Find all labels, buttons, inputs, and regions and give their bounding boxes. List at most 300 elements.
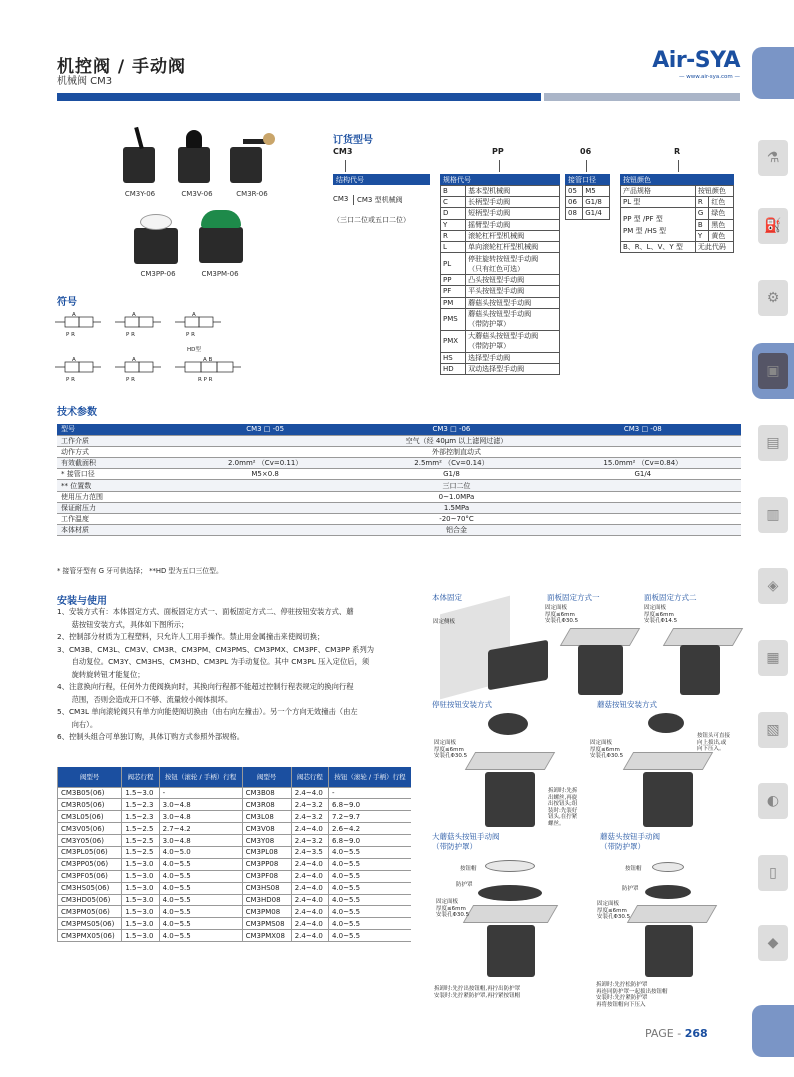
tech-row: [57, 502, 741, 513]
spec-desc: 基本型机械阀: [466, 186, 560, 197]
fig-big-l2: [436, 899, 469, 919]
sm5: 螺丝。: [548, 820, 565, 827]
valve-header-cell: 阀芯行程: [122, 767, 159, 787]
fig-big-foot: [434, 986, 520, 999]
filter-icon[interactable]: ⚗: [758, 140, 788, 176]
tech-label: 保证耐压力: [57, 502, 172, 513]
install-item: 3、CM3B、CM3L、CM3V、CM3R、CM3PM、CM3PMS、CM3PMX、CM3PF、CM3PP 系列为: [57, 644, 375, 654]
install-item: 菇按钮安装方式，具体如下图所示；: [57, 619, 189, 629]
valve-row: [58, 894, 412, 906]
caption-cm3pm: CM3PM-06: [201, 270, 239, 278]
install-title: 安装与使用: [57, 596, 107, 607]
tech-label: 本体材质: [57, 525, 172, 536]
fig-mushg-plate: [627, 905, 717, 923]
bf0: 拆卸时:先拧出按钮帽,再拧出防护罩: [434, 986, 521, 992]
spec-row: [441, 208, 560, 219]
bf1: 安装时:先拧紧防护罩,再拧紧按钮帽: [434, 992, 521, 999]
valve-cell: CM3PM05(06): [58, 906, 122, 918]
valve-cell: CM3L08: [242, 811, 291, 823]
valve-cell: 4.0~5.5: [159, 882, 242, 894]
color-c2: 按钮颜色: [695, 186, 733, 197]
valve-icon[interactable]: ▣: [758, 353, 788, 389]
valve-stroke-table: [57, 767, 411, 942]
color-r: R: [695, 197, 708, 208]
mm2: 向下压入。: [697, 746, 725, 752]
tech-header: [57, 424, 741, 435]
color-box: [620, 174, 734, 253]
valve-row: [58, 930, 412, 942]
big0: 大蘑菇头按钮手动阀: [432, 832, 500, 841]
valve-cell: CM3B05(06): [58, 787, 122, 799]
spec-desc: 蘑菇头按钮型手动阀: [466, 297, 560, 308]
tech-label: 工作温度: [57, 514, 172, 525]
valve-cell: CM3PL05(06): [58, 846, 122, 858]
spec-row: [441, 275, 560, 286]
product-cm3v: [170, 125, 220, 185]
valve-cell: CM3HD05(06): [58, 894, 122, 906]
valve-row: [58, 870, 412, 882]
code-pp: PP: [492, 147, 504, 156]
ml3: 厚度≤6mm: [597, 907, 627, 914]
valve-cell: 4.0~5.5: [159, 870, 242, 882]
port-cell: G1/4: [583, 208, 610, 219]
valve-cell: CM3PMS05(06): [58, 918, 122, 930]
tech-value: 三口二位: [172, 480, 741, 491]
tech-value: 铝合金: [172, 525, 741, 536]
valve-header-cell: 按钮（滚轮 / 手柄）行程: [159, 767, 242, 787]
spec-desc: 大蘑菇头按钮型手动阀 （带防护罩）: [466, 330, 560, 352]
valve-cell: 4.0~5.5: [328, 858, 411, 870]
install-list: [57, 606, 427, 744]
spec-desc: 平头按钮型手动阀: [466, 286, 560, 297]
spec-desc: 滚轮杠杆型机械阀: [466, 230, 560, 241]
valve-cell: 2.4~4.0: [291, 894, 328, 906]
valve-row: [58, 835, 412, 847]
mm1: 向上拔出,或: [697, 739, 727, 746]
spec-row: [441, 363, 560, 374]
fig-mushg-l2: [597, 901, 630, 921]
struct-code: CM3: [333, 195, 349, 203]
valve-cell: 2.6~4.2: [328, 823, 411, 835]
product-cm3r: [225, 125, 275, 185]
valve-row: [58, 882, 412, 894]
silencer-icon[interactable]: ▯: [758, 855, 788, 891]
code-r: R: [674, 147, 681, 156]
spec-code: L: [441, 241, 466, 252]
tech-label: 使用压力范围: [57, 491, 172, 502]
valve-cell: -: [328, 787, 411, 799]
sym-a-1: A: [72, 312, 76, 318]
sym-pr-4: P R: [66, 377, 75, 383]
valve-cell: 1.5~3.0: [122, 918, 159, 930]
valve-cell: 2.4~4.0: [291, 918, 328, 930]
fig-mush-knob: [648, 713, 684, 733]
fig-mush-title: 蘑菇按钮安装方式: [597, 700, 657, 709]
sm4: 钮头,在拧紧: [548, 814, 578, 820]
struct-note: （三口二位或五口二位）: [333, 216, 410, 224]
valve-cell: 4.0~5.5: [328, 882, 411, 894]
valve-cell: 1.5~3.0: [122, 894, 159, 906]
p1n1: 厚度≤6mm: [545, 611, 575, 618]
valve-cell: 2.4~3.2: [291, 835, 328, 847]
valve-cell: 1.5~3.0: [122, 906, 159, 918]
sn0: 固定面板: [434, 740, 457, 746]
valve-cell: 4.0~5.5: [159, 918, 242, 930]
valve-header-cell: 阀型号: [242, 767, 291, 787]
spec-code: HS: [441, 352, 466, 363]
sym-pr-2: P R: [126, 332, 135, 338]
install-item: 4、注意换向行程，任何外力使阀换向时，其换向行程都不能超过控制行程表规定的换向行程: [57, 682, 354, 691]
fig-mush-valve: [643, 772, 693, 827]
caption-cm3y: CM3Y-06: [124, 190, 156, 198]
tech-row: [57, 480, 741, 491]
tech-label: 动作方式: [57, 446, 172, 457]
mg1: （带防护罩）: [600, 842, 645, 851]
fig-panel2-title: 面板固定方式二: [644, 593, 697, 602]
fig-body-plate-label: 固定侧板: [433, 619, 456, 625]
sym-pr-3: P R: [186, 332, 195, 338]
valve-cell: 6.8~9.0: [328, 799, 411, 811]
tech-note: * 接管牙型有 G 牙可供选择； **HD 型为五口三位型。: [57, 567, 223, 575]
page-label: PAGE -: [645, 1027, 685, 1040]
fig-panel1-note: [545, 605, 578, 625]
valve-row: [58, 906, 412, 918]
valve-cell: CM3PMS08: [242, 918, 291, 930]
color-header: 按钮颜色: [620, 174, 734, 185]
fig-big-guard: [478, 885, 542, 901]
valve-cell: 2.4~4.0: [291, 870, 328, 882]
valve-row: [58, 846, 412, 858]
spec-desc: 蘑菇头按钮型手动阀 （带防护罩）: [466, 308, 560, 330]
valve-cell: 4.0~5.0: [159, 846, 242, 858]
install-item: 自动复位。CM3Y、CM3HS、CM3HD、CM3PL 为手动复位。其中 CM3PL 压入定位后，须: [57, 657, 370, 666]
color-b: B: [695, 219, 708, 230]
tech-value: 空气（经 40μm 以上滤网过滤）: [172, 435, 741, 446]
spec-code: PMS: [441, 308, 466, 330]
install-item: 6、控制头组合可单独订购，具体订购方式参照外部规格。: [57, 732, 245, 741]
tech-value: 0~1.0MPa: [172, 491, 741, 502]
valve-cell: 2.4~4.0: [291, 823, 328, 835]
spec-row: [441, 297, 560, 308]
bl4: 安装孔Φ30.5: [436, 912, 470, 918]
spec-desc: 凸头按钮型手动阀: [466, 275, 560, 286]
valve-cell: 2.4~4.0: [291, 930, 328, 942]
page-title: 机控阀 / 手动阀: [57, 57, 187, 77]
sym-a-3: A: [192, 312, 196, 318]
sm0: 拆卸时:先拆: [548, 788, 578, 794]
p2n1: 厚度≤6mm: [644, 611, 674, 618]
spec-row: [441, 197, 560, 208]
fig-big-valve: [487, 925, 535, 977]
tech-value: G1/8: [358, 469, 544, 480]
fig-mushg-foot: [596, 982, 668, 1008]
tech-value: 1.5MPa: [172, 502, 741, 513]
logo-url-text: www.air-sya.com: [686, 74, 733, 80]
spec-desc: 摇臂型手动阀: [466, 219, 560, 230]
color-table: [620, 185, 734, 253]
side-tab-bottom[interactable]: [752, 1005, 794, 1057]
tech-row: [57, 469, 741, 480]
valve-cell: 2.4~4.0: [291, 787, 328, 799]
mf0: 拆卸时:先拧松防护罩: [596, 982, 648, 988]
brand-logo: [648, 48, 740, 80]
fig-big-plate: [463, 905, 558, 923]
port-cell: G1/8: [583, 197, 610, 208]
spec-row: [441, 219, 560, 230]
spec-code: HD: [441, 363, 466, 374]
mf2: 安装时:先拧紧防护罩: [596, 995, 648, 1001]
valve-cell: 1.5~3.0: [122, 930, 159, 942]
port-row: [566, 197, 610, 208]
spec-table: [440, 185, 560, 375]
valve-cell: CM3PP08: [242, 858, 291, 870]
install-item: 旋转旋转钮才能复位；: [57, 669, 145, 679]
valve-cell: 2.4~3.2: [291, 799, 328, 811]
fig-stay-note: [434, 740, 467, 760]
sym-a-5: A: [132, 357, 136, 363]
valve-cell: CM3PL08: [242, 846, 291, 858]
valve-cell: CM3PF05(06): [58, 870, 122, 882]
color-g: G: [695, 208, 708, 219]
valve-cell: 1.5~2.5: [122, 823, 159, 835]
tech-header-cell: 型号: [57, 424, 172, 435]
port-cell: 05: [566, 186, 583, 197]
spec-row: [441, 308, 560, 330]
actuator-icon[interactable]: ◈: [758, 568, 788, 604]
valve-cell: 1.5~2.3: [122, 811, 159, 823]
valve-row: [58, 787, 412, 799]
valve-cell: 3.0~4.8: [159, 835, 242, 847]
valve-cell: 4.0~5.5: [159, 858, 242, 870]
gripper-icon[interactable]: ◆: [758, 925, 788, 961]
caption-cm3pp: CM3PP-06: [140, 270, 176, 278]
fig-mush-note2: [697, 733, 730, 753]
fig-mushg-title: [600, 832, 660, 852]
spec-row: [441, 230, 560, 241]
tech-title: 技术参数: [57, 407, 97, 418]
fig-stay-note2: [548, 788, 577, 827]
spec-code: Y: [441, 219, 466, 230]
port-table: [565, 185, 610, 220]
valve-cell: CM3PP05(06): [58, 858, 122, 870]
pressure-icon[interactable]: ⚙: [758, 280, 788, 316]
code-06: 06: [580, 147, 592, 156]
solenoid-icon[interactable]: ▤: [758, 425, 788, 461]
mn0: 固定面板: [590, 740, 613, 746]
spec-row: [441, 286, 560, 297]
sym-pr-1: P R: [66, 332, 75, 338]
p2n0: 固定面板: [644, 605, 667, 611]
spec-header: 规格代号: [440, 174, 560, 185]
fig-mushg-l1: 防护罩: [622, 886, 639, 892]
color-green: 绿色: [709, 208, 734, 219]
fig-mushg-l0: 按钮帽: [625, 866, 642, 872]
color-y: Y: [695, 230, 708, 241]
spec-code: C: [441, 197, 466, 208]
fig-big-cap: [485, 860, 535, 872]
struct-name: CM3 型机械阀: [353, 195, 403, 205]
sn2: 安装孔Φ30.5: [434, 753, 468, 759]
fig-stay-knob: [488, 713, 528, 735]
sn1: 厚度≤6mm: [434, 746, 464, 753]
p2n2: 安装孔Φ14.5: [644, 618, 678, 624]
fig-big-title: [432, 832, 500, 852]
spec-desc: 短柄型手动阀: [466, 208, 560, 219]
color-yellow: 黄色: [709, 230, 734, 241]
valve-cell: 4.0~5.5: [328, 894, 411, 906]
valve-cell: 7.2~9.7: [328, 811, 411, 823]
valve-header-cell: 阀芯行程: [291, 767, 328, 787]
fig-panel2-valve: [680, 645, 720, 695]
page-subtitle: 机械阀 CM3: [57, 76, 113, 87]
mn1: 厚度≤6mm: [590, 746, 620, 753]
install-item: 向右）。: [57, 719, 98, 729]
caption-cm3r: CM3R-06: [236, 190, 268, 198]
p1n2: 安装孔Φ30.5: [545, 618, 579, 624]
cylinder-icon[interactable]: ▥: [758, 497, 788, 533]
valve-cell: 2.4~4.0: [291, 882, 328, 894]
tech-header-cell: CM3 □ -06: [358, 424, 544, 435]
spec-code: R: [441, 230, 466, 241]
struct-header: 结构代号: [333, 174, 430, 185]
sym-hd-label: HD型: [187, 347, 201, 353]
color-pl: PL 型: [621, 197, 696, 208]
manifold-icon[interactable]: ▧: [758, 712, 788, 748]
valve-cell: 4.0~5.5: [328, 846, 411, 858]
spec-row: [441, 352, 560, 363]
valve-cell: 2.4~4.0: [291, 906, 328, 918]
product-cm3pm: [195, 205, 250, 265]
valve-row: [58, 799, 412, 811]
sym-ab: A B: [203, 357, 213, 363]
valve-cell: CM3HS05(06): [58, 882, 122, 894]
fig-mushg-valve: [645, 925, 693, 977]
valve-cell: 4.0~5.5: [328, 870, 411, 882]
port-row: [566, 186, 610, 197]
valve-cell: 1.5~2.5: [122, 835, 159, 847]
valve-row: [58, 918, 412, 930]
spec-row: [441, 330, 560, 352]
spec-code: D: [441, 208, 466, 219]
mg0: 蘑菇头按钮手动阀: [600, 832, 660, 841]
valve-cell: 1.5~3.0: [122, 882, 159, 894]
page-num: 268: [684, 1027, 708, 1040]
spec-code: PP: [441, 275, 466, 286]
tech-row: [57, 458, 741, 469]
sm3: 装时:先装好: [548, 807, 578, 814]
valve-cell: 4.0~5.5: [159, 906, 242, 918]
spec-row: [441, 253, 560, 275]
side-tab-top[interactable]: [752, 47, 794, 99]
color-red: 红色: [709, 197, 734, 208]
fig-panel1-valve: [578, 645, 623, 695]
spec-desc: 长柄型手动阀: [466, 197, 560, 208]
tech-header-cell: CM3 □ -05: [172, 424, 358, 435]
symbol-title: 符号: [57, 297, 77, 308]
valve-cell: CM3V08: [242, 823, 291, 835]
spec-code: PL: [441, 253, 466, 275]
spec-box: [440, 174, 560, 375]
fig-mush-plate: [623, 752, 713, 770]
port-cell: 08: [566, 208, 583, 219]
bl3: 厚度≤6mm: [436, 905, 466, 912]
port-cell: M5: [583, 186, 610, 197]
valve-cell: CM3Y08: [242, 835, 291, 847]
tech-value: M5×0.8: [172, 469, 358, 480]
install-item: 2、控制部分材质为工程塑料，只允许人工用手操作。禁止用金属撞击来使阀切换；: [57, 632, 325, 641]
valve-cell: CM3Y05(06): [58, 835, 122, 847]
spec-code: PM: [441, 297, 466, 308]
tech-value: 2.0mm² （Cv=0.11）: [172, 458, 358, 469]
valve-cell: 4.0~5.5: [328, 906, 411, 918]
valve-cell: CM3PMX05(06): [58, 930, 122, 942]
valve-cell: CM3R05(06): [58, 799, 122, 811]
tech-table: [57, 424, 741, 536]
mf1: 再连同防护罩一起拔出按钮帽: [596, 988, 668, 995]
valve-cell: 1.5~2.5: [122, 846, 159, 858]
tech-row: [57, 514, 741, 525]
header-bar: [57, 93, 541, 101]
fig-panel1-plate: [560, 628, 640, 646]
valve-cell: CM3PM08: [242, 906, 291, 918]
fitting-icon[interactable]: ▦: [758, 640, 788, 676]
page-number: [645, 1027, 708, 1040]
install-item: 范围，否则会造成开口不够、流量较小阀体损坏。: [57, 694, 233, 704]
tech-label: 有效截面积: [57, 458, 172, 469]
spec-code: B: [441, 186, 466, 197]
tech-value: G1/4: [545, 469, 741, 480]
big1: （带防护罩）: [432, 842, 477, 851]
tech-value: -20~70°C: [172, 514, 741, 525]
valve-cell: CM3R08: [242, 799, 291, 811]
sym-pr-5: P R: [126, 377, 135, 383]
tech-label: ** 位置数: [57, 480, 172, 491]
valve-header: [58, 767, 412, 787]
valve-cell: 2.4~3.2: [291, 811, 328, 823]
bl2: 固定面板: [436, 899, 459, 905]
valve-cell: 1.5~3.0: [122, 858, 159, 870]
valve-cell: CM3L05(06): [58, 811, 122, 823]
regulator-icon[interactable]: ⛽: [758, 208, 788, 244]
port-box: [565, 174, 610, 220]
color-black: 黑色: [709, 219, 734, 230]
struct-box: [333, 174, 430, 225]
install-item: 1、安装方式有：本体固定方式、面板固定方式一、面板固定方式二、停驻按钮安装方式、蘑: [57, 607, 354, 616]
sm1: 出螺丝,再旋: [548, 794, 578, 801]
valve-cell: 6.8~9.0: [328, 835, 411, 847]
ml2: 固定面板: [597, 901, 620, 907]
spec-desc: 双动选择型手动阀: [466, 363, 560, 374]
valve-cell: 2.4~3.5: [291, 846, 328, 858]
mm0: 按钮头可直接: [697, 733, 731, 739]
tech-row: [57, 435, 741, 446]
port-header: 接管口径: [565, 174, 610, 185]
valve-cell: CM3HS08: [242, 882, 291, 894]
valve-cell: 2.7~4.2: [159, 823, 242, 835]
valve-cell: -: [159, 787, 242, 799]
code-cm3: CM3: [333, 147, 353, 156]
port-row: [566, 208, 610, 219]
tech-value: 15.0mm² （Cv=0.84）: [545, 458, 741, 469]
valve-header-cell: 阀型号: [58, 767, 122, 787]
spec-code: PF: [441, 286, 466, 297]
valve-cell: 4.0~5.5: [328, 930, 411, 942]
color-other: B、R、L、V、Y 型: [621, 241, 696, 252]
tech-label: * 接管口径: [57, 469, 172, 480]
elbow-icon[interactable]: ◐: [758, 783, 788, 819]
ml4: 安装孔Φ30.5: [597, 914, 631, 920]
fig-mush-note: [590, 740, 623, 760]
